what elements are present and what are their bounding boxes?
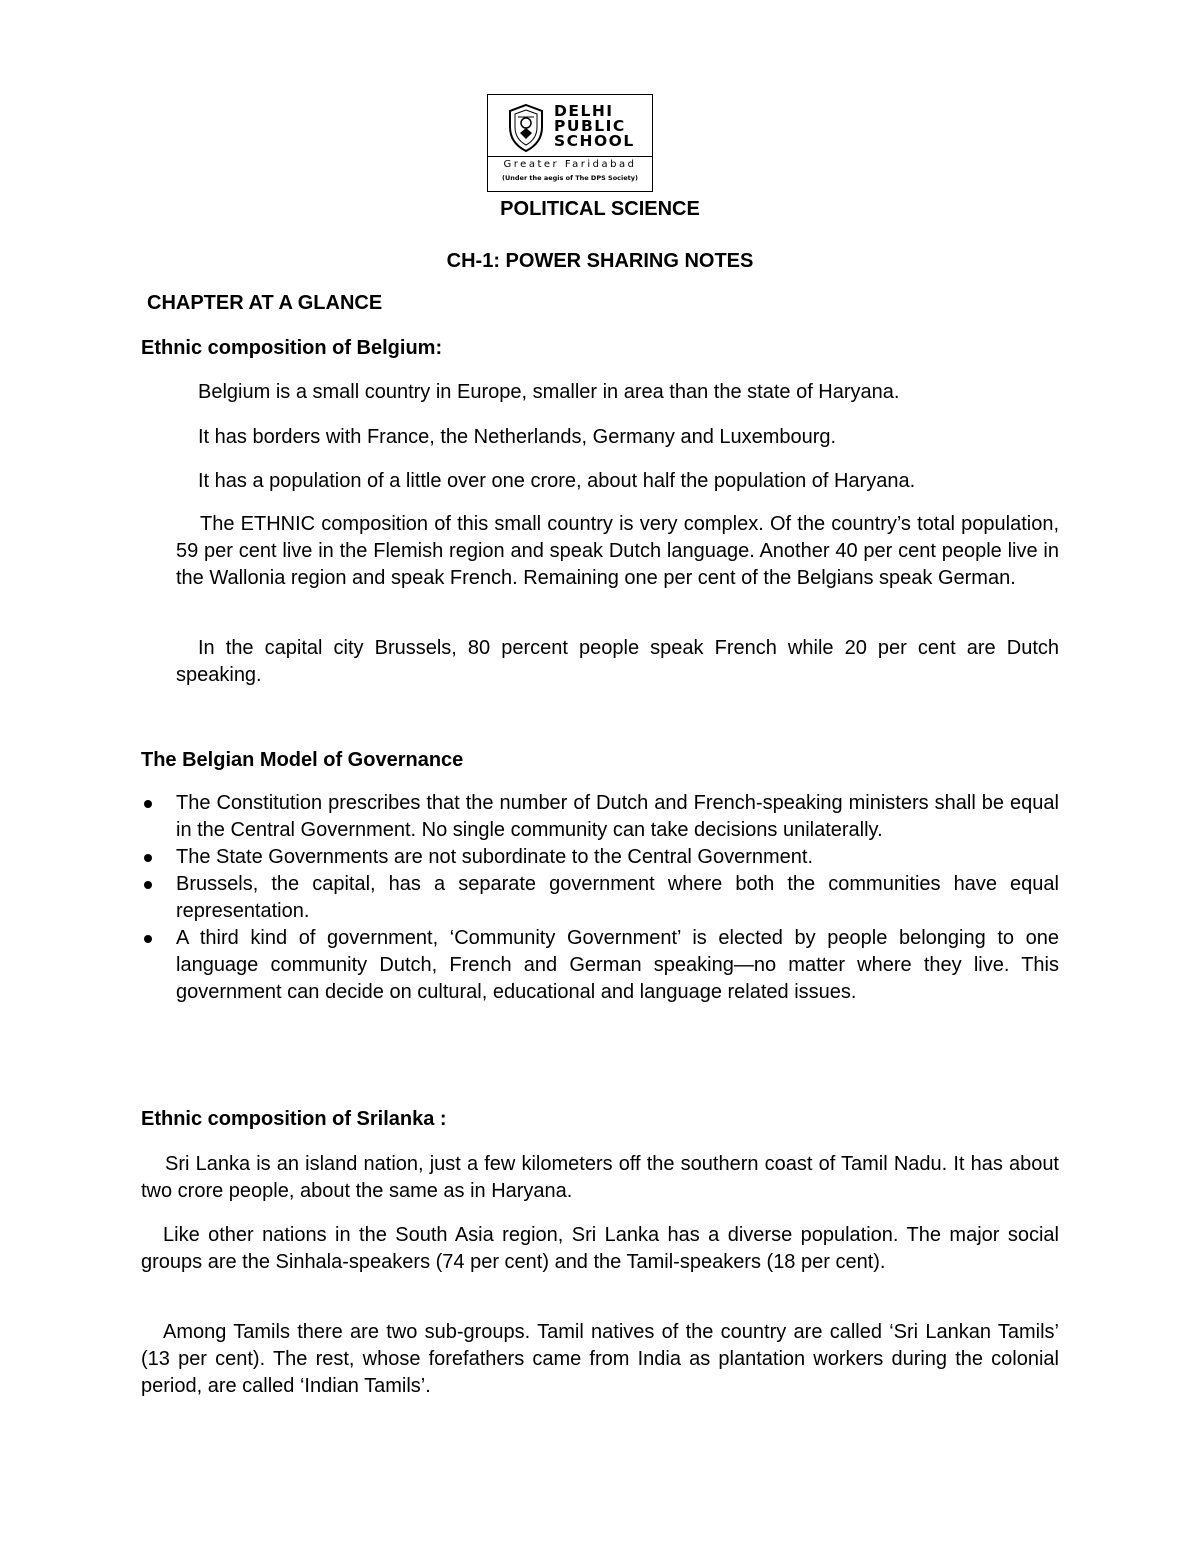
model-bullet-list [138, 790, 1059, 1006]
bullet-icon [144, 935, 152, 943]
school-emblem-icon [506, 103, 546, 153]
school-name [554, 104, 635, 149]
subject-title: POLITICAL SCIENCE [500, 198, 700, 220]
model-bullet-text: The State Governments are not subordinate to the Central Government. [176, 846, 814, 868]
school-name-line1: DELHI [554, 102, 614, 120]
school-name-line3: SCHOOL [554, 132, 635, 150]
model-bullet-text: Brussels, the capital, has a separate government where both the communities have equal representation. [176, 873, 1059, 922]
school-aegis: (Under the aegis of The DPS Society) [502, 174, 638, 182]
srilanka-heading: Ethnic composition of Srilanka : [141, 1108, 447, 1130]
model-bullet [138, 790, 1059, 844]
bullet-icon [144, 881, 152, 889]
model-bullet [138, 925, 1059, 1006]
srilanka-paragraph-2: Like other nations in the South Asia region, Sri Lanka has a diverse population. The major social groups are the Sinhala-speakers (74 per cent) and the Tamil-speakers (18 per cent). [141, 1224, 1059, 1273]
model-heading: The Belgian Model of Governance [141, 749, 464, 771]
bullet-icon [144, 854, 152, 862]
model-bullet [138, 844, 1059, 871]
model-bullet [138, 871, 1059, 925]
bullet-icon [144, 800, 152, 808]
chapter-glance-heading: CHAPTER AT A GLANCE [147, 292, 383, 314]
model-bullet-text: The Constitution prescribes that the number of Dutch and French-speaking ministers shall be equal in the Central Government. No single community can take decisions unilaterally. [176, 792, 1059, 841]
chapter-title: CH-1: POWER SHARING NOTES [446, 250, 754, 272]
srilanka-paragraph-1: Sri Lanka is an island nation, just a few kilometers off the southern coast of Tamil Nadu. It has about two crore people, about the same as in Haryana. [141, 1153, 1059, 1202]
school-name-line2: PUBLIC [554, 117, 626, 135]
belgium-paragraph-4: The ETHNIC composition of this small country is very complex. Of the country’s total population, 59 per cent live in the Flemish region and speak Dutch language. Another 40 per cent people live in the Wallonia region and speak French. Remaining one per cent of the Belgians speak German. [176, 513, 1059, 589]
school-logo [487, 94, 653, 192]
belgium-heading: Ethnic composition of Belgium: [141, 337, 443, 359]
belgium-paragraph-5: In the capital city Brussels, 80 percent people speak French while 20 per cent are Dutch speaking. [176, 637, 1059, 686]
model-bullet-text: A third kind of government, ‘Community Government’ is elected by people belonging to one language community Dutch, French and German speaking—no matter where they live. This government can decide on cultural, educational and language related issues. [176, 927, 1059, 1003]
logo-divider [488, 156, 652, 157]
school-city: Greater Faridabad [503, 159, 637, 170]
belgium-line-3: It has a population of a little over one crore, about half the population of Haryana. [198, 470, 916, 492]
srilanka-paragraph-3: Among Tamils there are two sub-groups. Tamil natives of the country are called ‘Sri Lankan Tamils’ (13 per cent). The rest, whose forefathers came from India as plantation workers during the colonial period, are called ‘Indian Tamils’. [141, 1321, 1059, 1397]
belgium-line-1: Belgium is a small country in Europe, smaller in area than the state of Haryana. [198, 381, 900, 403]
belgium-line-2: It has borders with France, the Netherlands, Germany and Luxembourg. [198, 426, 837, 448]
